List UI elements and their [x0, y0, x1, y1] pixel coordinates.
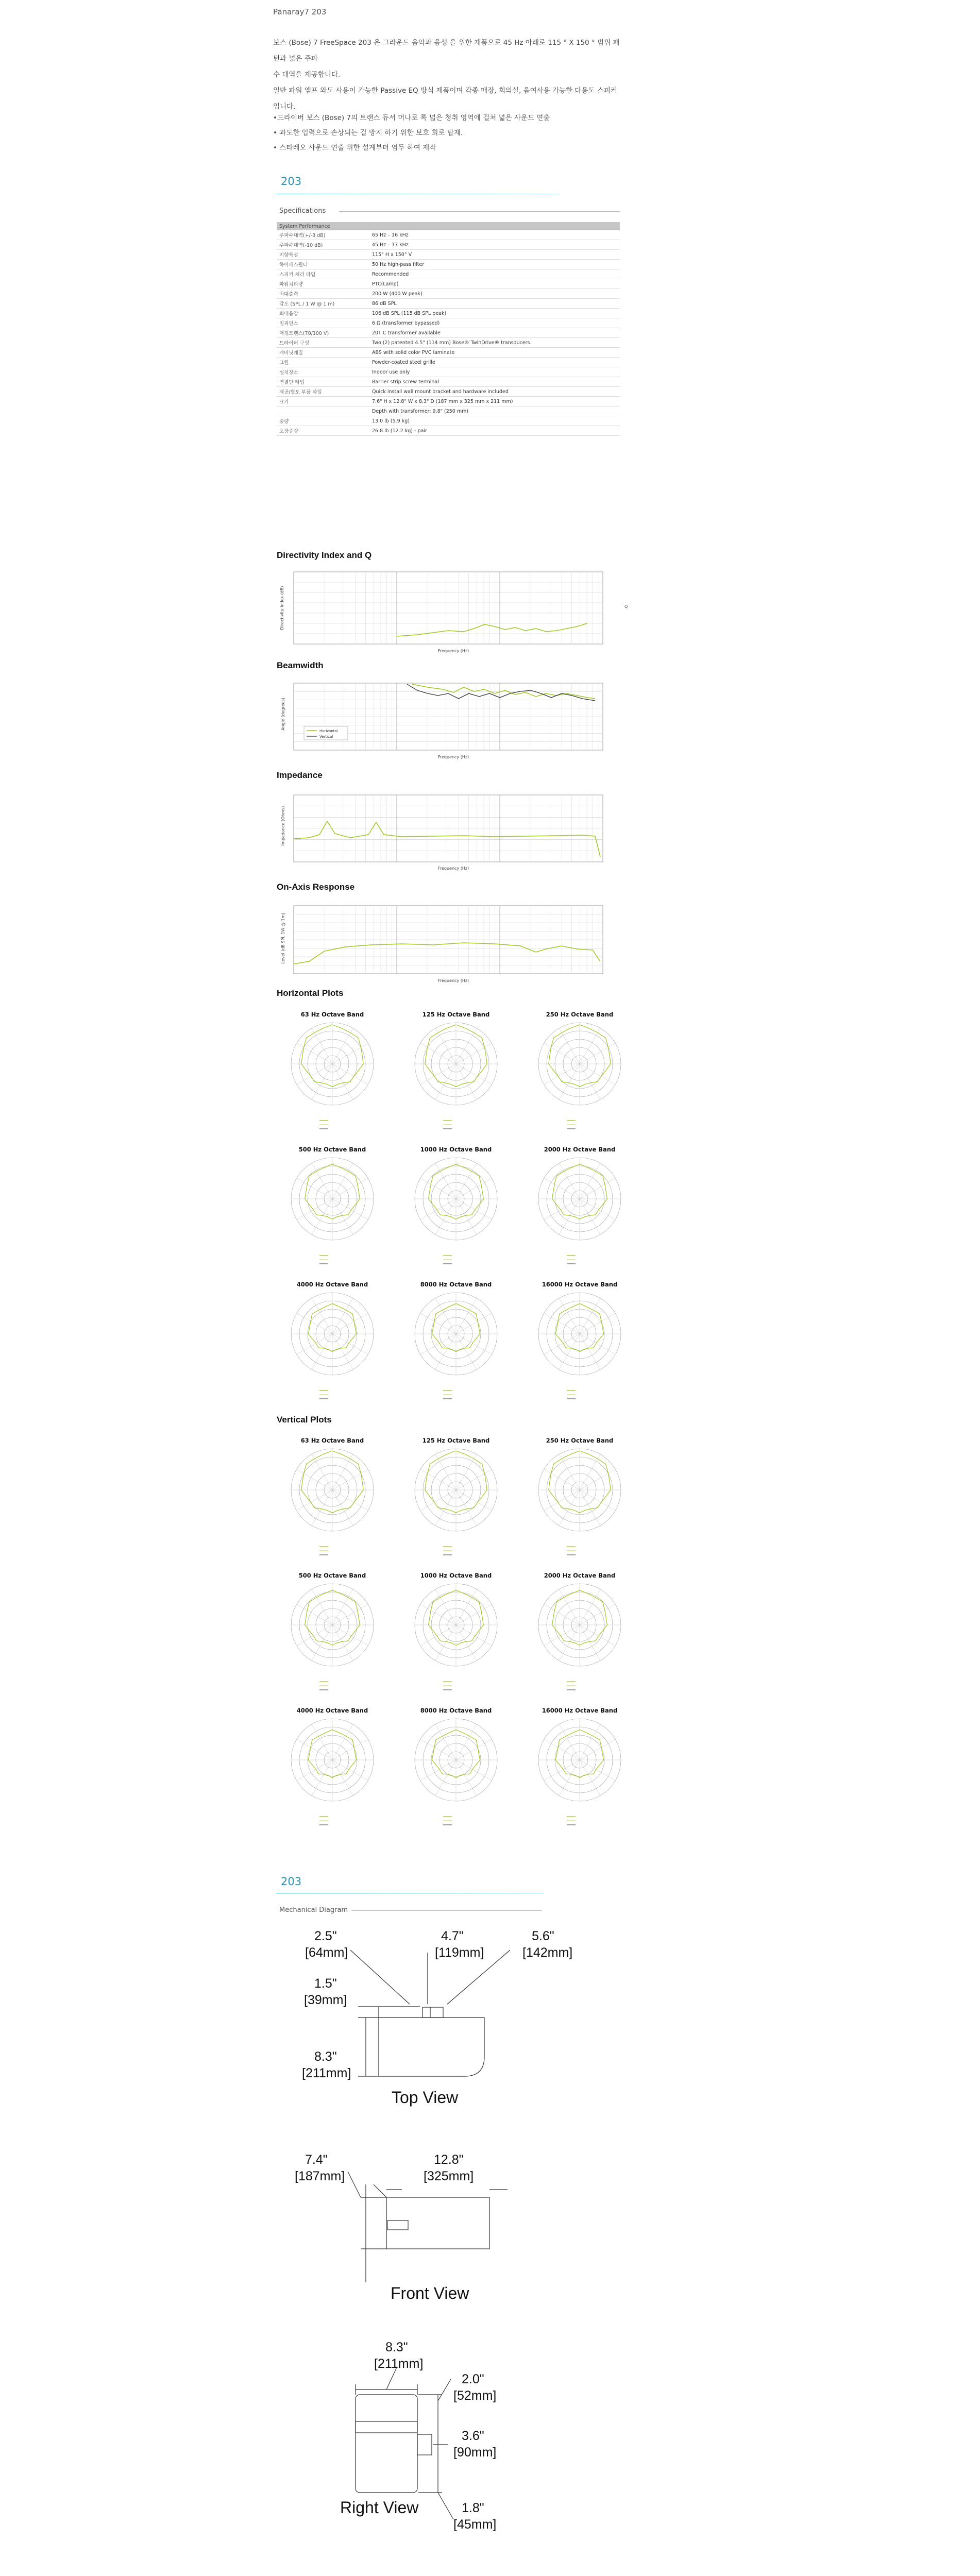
- spec-key: 매칭트랜스(70/100 V): [277, 328, 369, 338]
- spec-row: [277, 260, 620, 269]
- y-axis-label: Angle (degrees): [281, 698, 285, 731]
- dim-label: [187mm]: [295, 2169, 345, 2183]
- view-caption: Front View: [391, 2284, 469, 2302]
- vertical-polar-grid: [273, 1428, 634, 1835]
- vertical-plots-title: Vertical Plots: [277, 1415, 332, 1425]
- spec-value: 45 Hz – 17 kHz: [369, 240, 620, 250]
- subtitle-rule: [339, 211, 620, 212]
- spec-value: PTC(Lamp): [369, 279, 620, 289]
- x-axis-label: Frequency (Hz): [437, 755, 469, 759]
- grid-line: [294, 572, 603, 644]
- bracket-outline: [417, 2434, 432, 2455]
- polar-band-title: 250 Hz Octave Band: [546, 1011, 614, 1018]
- spec-value: ABS with solid color PVC laminate: [369, 348, 620, 358]
- spec-row: [277, 397, 620, 406]
- spec-row: [277, 318, 620, 328]
- spec-key: [277, 406, 369, 416]
- cabinet-outline: [356, 2395, 417, 2493]
- spec-value: 6 Ω (transformer bypassed): [369, 318, 620, 328]
- q-axis-label: Q: [624, 604, 628, 609]
- chart-grid: [294, 906, 603, 974]
- dim-label: 2.5": [314, 1929, 337, 1943]
- spec-value: 13.0 lb (5.9 kg): [369, 416, 620, 426]
- intro-text: [273, 35, 623, 115]
- terminal-outline: [387, 2221, 408, 2230]
- polar-band-title: 250 Hz Octave Band: [546, 1437, 614, 1444]
- spec-row: [277, 367, 620, 377]
- spec-table: [277, 222, 620, 436]
- spec-row: [277, 299, 620, 309]
- legend-entry: Horizontal: [319, 729, 338, 733]
- polar-band-title: 500 Hz Octave Band: [298, 1146, 366, 1153]
- spec-key: 제공/별도 부품 타입: [277, 387, 369, 397]
- specifications-title: Specifications: [279, 207, 326, 215]
- dim-label: 1.8": [462, 2501, 484, 2515]
- view-caption: Top View: [392, 2088, 459, 2107]
- spec-key: 하이패스필터: [277, 260, 369, 269]
- dim-label: [211mm]: [374, 2357, 424, 2371]
- spec-row: [277, 269, 620, 279]
- y-axis-label: Level (dB SPL 1W @ 1m): [281, 912, 285, 964]
- polar-band-title: 125 Hz Octave Band: [422, 1437, 490, 1444]
- chart-grid: [294, 572, 603, 644]
- on-axis-title: On-Axis Response: [277, 882, 355, 892]
- spec-row: [277, 328, 620, 338]
- intro-line: 일반 파워 앰프 와도 사용이 가능한 Passive EQ 방식 제품이며 각종 매장, 회의실, 음여사용 가능한 다용도 스피커 입니다.: [273, 87, 617, 111]
- x-axis-label: Frequency (Hz): [437, 978, 469, 983]
- on-axis-chart: [278, 900, 629, 985]
- directivity-title: Directivity Index and Q: [277, 550, 372, 560]
- spec-key: 캐비닛재질: [277, 348, 369, 358]
- spec-value: 20T C transformer available: [369, 328, 620, 338]
- spec-key: 주파수대역(+/-3 dB): [277, 230, 369, 240]
- spec-key: 그릴: [277, 358, 369, 367]
- spec-key: 감도 (SPL / 1 W @ 1 m): [277, 299, 369, 309]
- terminal-outline: [356, 2421, 417, 2433]
- spec-key: 연결단 타입: [277, 377, 369, 387]
- intro-line: 수 대역을 제공합니다.: [273, 71, 341, 79]
- spec-row: [277, 289, 620, 299]
- spec-value: 106 dB SPL (115 dB SPL peak): [369, 309, 620, 318]
- section-model-title: 203: [281, 175, 302, 188]
- horizontal-polar-grid: [273, 1002, 634, 1409]
- chart-grid: [294, 795, 603, 862]
- spec-value: Barrier strip screw terminal: [369, 377, 620, 387]
- spec-row: [277, 377, 620, 387]
- polar-band-title: 4000 Hz Octave Band: [296, 1707, 368, 1714]
- dim-label: 8.3": [385, 2340, 408, 2354]
- dim-label: 8.3": [314, 2049, 337, 2064]
- spec-value: 50 Hz high-pass filter: [369, 260, 620, 269]
- feature-item: • 스타레오 사운드 연출 위한 설계부터 염두 하여 제작: [273, 144, 436, 152]
- dim-label: [52mm]: [453, 2388, 497, 2403]
- spec-key: 스피커 처리 타입: [277, 269, 369, 279]
- cabinet-outline: [379, 2018, 484, 2076]
- spec-value: 200 W (400 W peak): [369, 289, 620, 299]
- dim-label: 12.8": [434, 2153, 464, 2167]
- x-axis-label: Frequency (Hz): [437, 649, 469, 653]
- spec-value: Two (2) patented 4.5" (114 mm) Bose® TwinDrive® transducers: [369, 338, 620, 348]
- spec-key: 파워처리량: [277, 279, 369, 289]
- spec-row: [277, 279, 620, 289]
- dim-label: [64mm]: [305, 1945, 348, 1960]
- y-axis-label: Directivity Index (dB): [280, 586, 284, 630]
- polar-band-title: 125 Hz Octave Band: [422, 1011, 490, 1018]
- spec-key: 중량: [277, 416, 369, 426]
- spec-row: [277, 240, 620, 250]
- polar-band-title: 16000 Hz Octave Band: [542, 1707, 618, 1714]
- dim-label: [211mm]: [302, 2066, 351, 2080]
- spec-value: 115° H x 150° V: [369, 250, 620, 260]
- spec-row: [277, 338, 620, 348]
- spec-row: [277, 426, 620, 436]
- spec-value: 26.8 lb (12.2 kg) - pair: [369, 426, 620, 436]
- legend-entry: Vertical: [319, 735, 333, 739]
- spec-row: [277, 309, 620, 318]
- spec-key: 주파수대역(-10 dB): [277, 240, 369, 250]
- spec-key: 설치장소: [277, 367, 369, 377]
- spec-value: Powder-coated steel grille: [369, 358, 620, 367]
- spec-value: 7.6" H x 12.8" W x 8.3" D (187 mm x 325 mm x 211 mm): [369, 397, 620, 406]
- polar-band-title: 8000 Hz Octave Band: [420, 1281, 492, 1288]
- dim-label: [142mm]: [522, 1945, 573, 1960]
- spec-key: 드라이버 구성: [277, 338, 369, 348]
- beamwidth-chart: [278, 678, 629, 760]
- spec-row: [277, 250, 620, 260]
- spec-value: Quick install wall mount bracket and hardware included: [369, 387, 620, 397]
- spec-value: Recommended: [369, 269, 620, 279]
- horizontal-plots-title: Horizontal Plots: [277, 988, 344, 998]
- dim-label: 3.6": [462, 2429, 484, 2443]
- impedance-title: Impedance: [277, 770, 323, 780]
- spec-row: [277, 348, 620, 358]
- view-caption: Right View: [340, 2498, 419, 2517]
- spec-row: [277, 358, 620, 367]
- x-axis-label: Frequency (Hz): [437, 866, 469, 871]
- polar-band-title: 2000 Hz Octave Band: [544, 1146, 616, 1153]
- spec-table-header: System Performance: [277, 222, 620, 230]
- dim-label: 2.0": [462, 2372, 484, 2386]
- polar-band-title: 16000 Hz Octave Band: [542, 1281, 618, 1288]
- top-view-drawing: [273, 1922, 634, 2128]
- dim-label: 1.5": [314, 1976, 337, 1991]
- spec-row: [277, 406, 620, 416]
- spec-key: 최대음압: [277, 309, 369, 318]
- dim-label: [90mm]: [453, 2445, 497, 2460]
- dim-label: [119mm]: [435, 1945, 484, 1960]
- spec-key: 크기: [277, 397, 369, 406]
- right-view-drawing: [273, 2339, 634, 2555]
- spec-row: [277, 416, 620, 426]
- polar-band-title: 8000 Hz Octave Band: [420, 1707, 492, 1714]
- spec-value: Depth with transformer: 9.8" (250 mm): [369, 406, 620, 416]
- dim-label: [39mm]: [304, 1993, 347, 2007]
- subtitle-rule: [351, 1910, 542, 1911]
- polar-band-title: 4000 Hz Octave Band: [296, 1281, 368, 1288]
- intro-line: 보스 (Bose) 7 FreeSpace 203 은 그라운드 음악과 음성 을 위한 제품으로 45 Hz 아래로 115 ° X 150 ° 범위 패턴과 넓은 주파: [273, 39, 620, 63]
- feature-list: [273, 111, 623, 156]
- dim-label: 5.6": [532, 1929, 554, 1943]
- polar-band-title: 2000 Hz Octave Band: [544, 1572, 616, 1579]
- dim-label: 4.7": [441, 1929, 464, 1943]
- spec-row: [277, 230, 620, 240]
- beamwidth-title: Beamwidth: [277, 660, 324, 670]
- cabinet-outline: [386, 2197, 489, 2249]
- feature-item: • 과도한 입력으로 손상되는 걸 방지 하기 위한 보호 회로 탑재.: [273, 129, 463, 137]
- dim-label: [325mm]: [424, 2169, 474, 2183]
- front-view-drawing: [273, 2148, 634, 2318]
- spec-table-body: [277, 230, 620, 436]
- polar-band-title: 63 Hz Octave Band: [300, 1437, 364, 1444]
- spec-value: Indoor use only: [369, 367, 620, 377]
- spec-row: [277, 387, 620, 397]
- spec-key: 지향특성: [277, 250, 369, 260]
- bracket-outline: [423, 2007, 443, 2018]
- dim-label: 7.4": [305, 2153, 328, 2167]
- spec-key: 포장중량: [277, 426, 369, 436]
- polar-band-title: 500 Hz Octave Band: [298, 1572, 366, 1579]
- y-axis-label: Impedance (Ohms): [281, 806, 285, 846]
- spec-value: 86 dB SPL: [369, 299, 620, 309]
- spec-value: 65 Hz – 16 kHz: [369, 230, 620, 240]
- directivity-chart: [278, 567, 629, 654]
- section-model-title: 203: [281, 1875, 302, 1888]
- polar-band-title: 63 Hz Octave Band: [300, 1011, 364, 1018]
- mechanical-diagram-title: Mechanical Diagram: [279, 1906, 348, 1914]
- feature-item: •드라이버 보스 (Bose) 7의 트랜스 듀서 머나로 록 넓은 청취 영역에 걸쳐 넓은 사운드 연출: [273, 114, 550, 122]
- breadcrumb: Panaray7 203: [273, 7, 327, 16]
- polar-band-title: 1000 Hz Octave Band: [420, 1572, 492, 1579]
- spec-key: 최대출력: [277, 289, 369, 299]
- polar-band-title: 1000 Hz Octave Band: [420, 1146, 492, 1153]
- spec-key: 임피던스: [277, 318, 369, 328]
- dim-label: [45mm]: [453, 2517, 497, 2532]
- impedance-chart: [278, 787, 629, 872]
